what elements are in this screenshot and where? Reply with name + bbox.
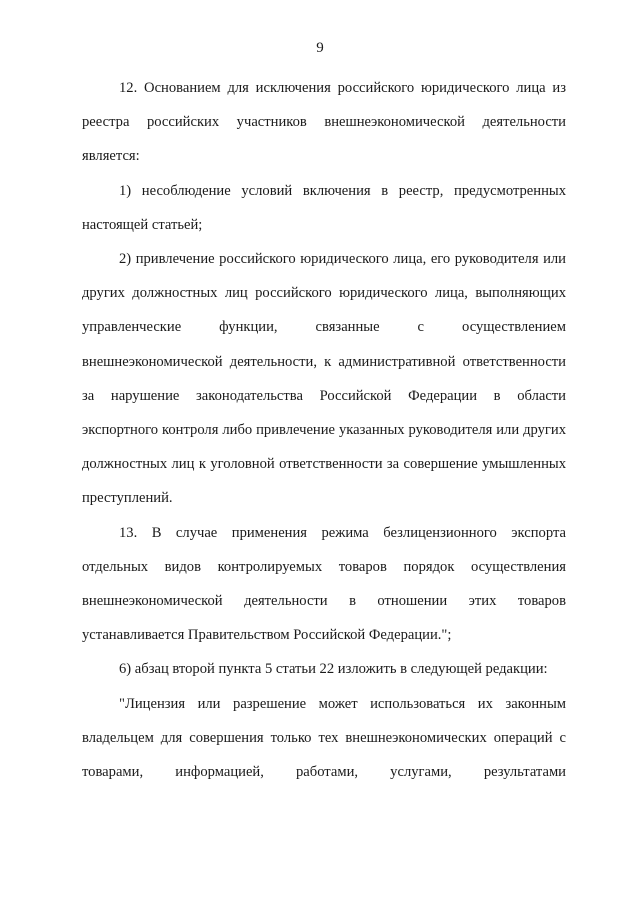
paragraph-item-12: 12. Основанием для исключения российского юридического лица из реестра российских участников внешнеэкономической деятельности является: xyxy=(82,80,566,165)
document-body xyxy=(82,71,566,789)
paragraph-subitem-2: 2) привлечение российского юридического лица, его руководителя или других должностных лиц российского юридического лица, выполняющих управленческие функции, связанные с осуществлением внешнеэкономической деятельности, к административной ответственности за нарушение законодательства Российской Федерации в области экспортного контроля либо привлечение указанных руководителя или других должностных лиц к уголовной ответственности за совершение умышленных преступлений. xyxy=(82,251,566,507)
paragraph-license-quote: "Лицензия или разрешение может использоваться их законным владельцем для совершения только тех внешнеэкономических операций с товарами, информацией, работами, услугами, результатами xyxy=(82,695,566,781)
paragraph-amendment-6: 6) абзац второй пункта 5 статьи 22 изложить в следующей редакции: xyxy=(119,661,548,678)
paragraph-subitem-1: 1) несоблюдение условий включения в реестр, предусмотренных настоящей статьей; xyxy=(82,182,566,233)
page-number: 9 xyxy=(316,40,324,56)
paragraph-item-13: 13. В случае применения режима безлицензионного экспорта отдельных видов контролируемых товаров порядок осуществления внешнеэкономической деятельности в отношении этих товаров устанавливается Правительством Российской Федерации."; xyxy=(82,524,566,644)
